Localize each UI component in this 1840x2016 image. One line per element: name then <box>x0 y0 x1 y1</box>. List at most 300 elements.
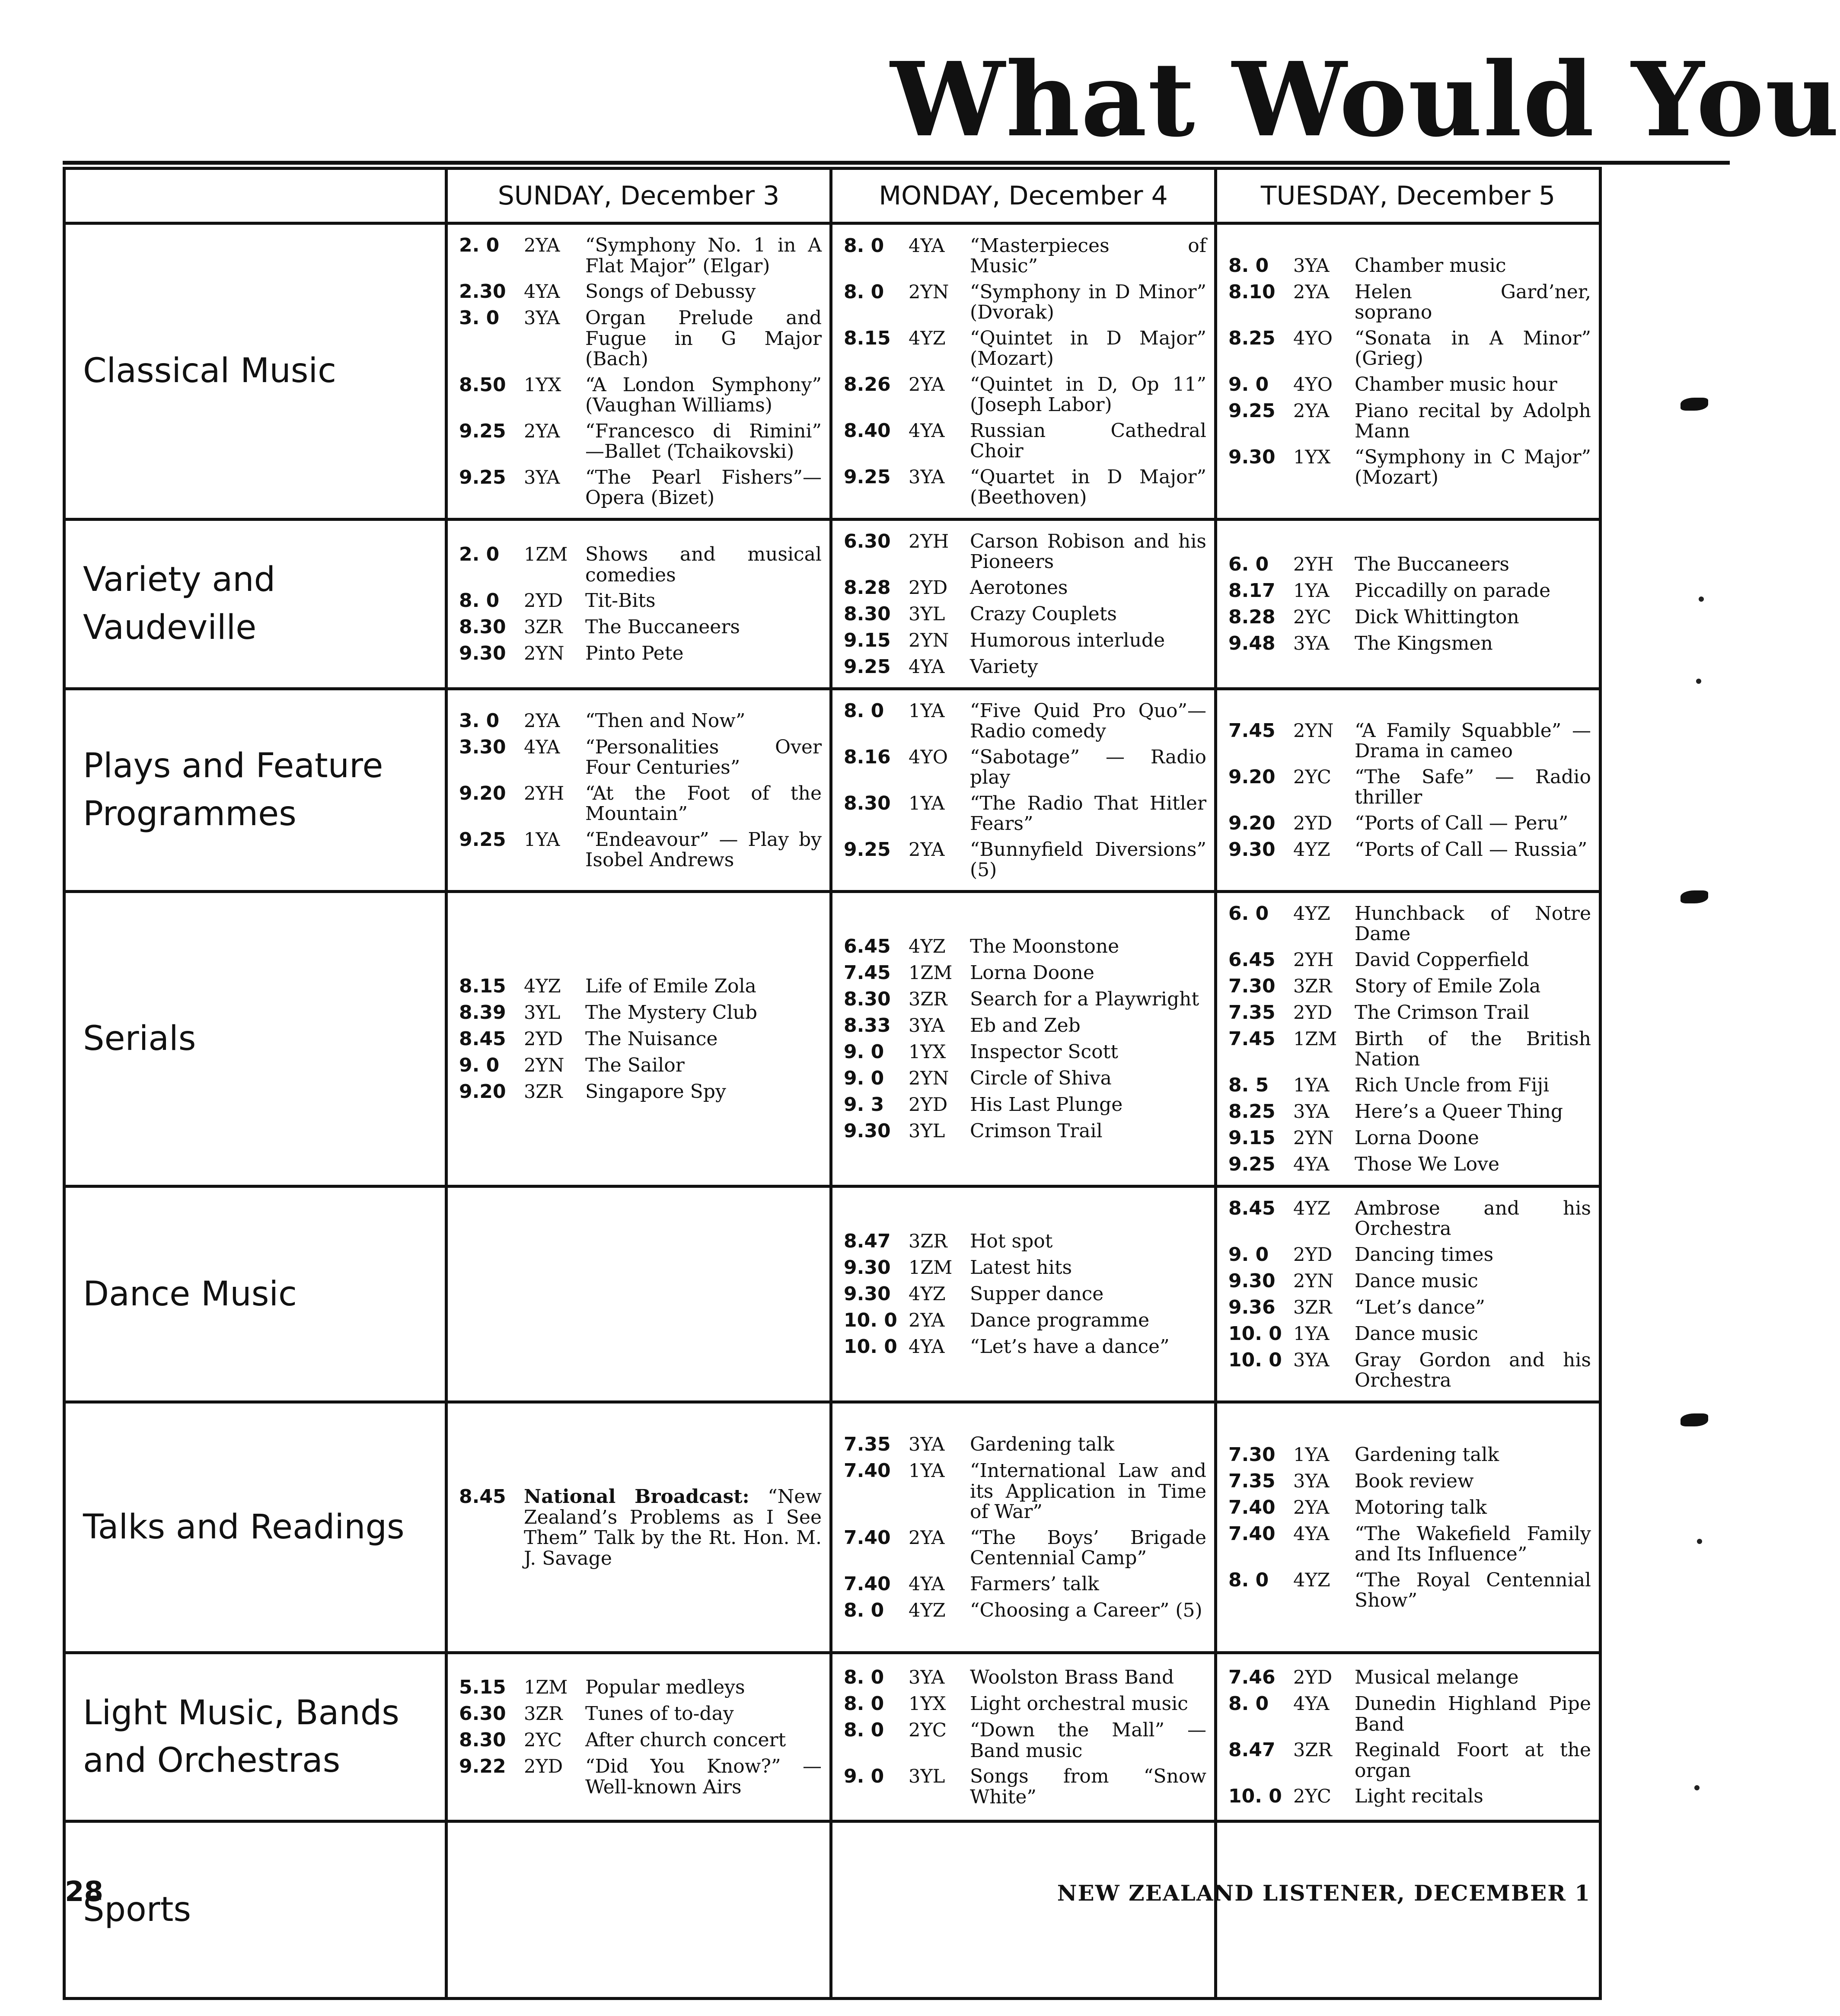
program-description: “Bunnyfield Diversions” (5) <box>970 838 1206 881</box>
schedule-cell <box>831 223 1216 520</box>
program-entry <box>1228 327 1594 369</box>
program-time: 8. 0 <box>844 1666 884 1689</box>
program-station: 3YA <box>909 1434 945 1456</box>
program-description: “The Royal Centennial Show” <box>1355 1569 1591 1612</box>
program-entry <box>1228 1153 1594 1175</box>
program-entry <box>1228 553 1594 575</box>
program-entry <box>844 792 1209 834</box>
program-description: Story of Emile Zola <box>1355 975 1541 997</box>
program-description: After church concert <box>585 1729 786 1751</box>
program-time: 9.48 <box>1228 632 1276 655</box>
program-title: “New Zealand’s Problems as I See Them” Talk by the Rt. Hon. M. J. Savage <box>524 1486 822 1569</box>
program-entry <box>1228 1323 1594 1345</box>
program-station: 1ZM <box>524 1677 568 1699</box>
program-station: 4YZ <box>909 327 946 349</box>
program-entry <box>1228 949 1594 971</box>
program-station: 3ZR <box>524 1081 563 1103</box>
program-time: 8. 0 <box>844 699 884 722</box>
program-time: 7.35 <box>1228 1470 1276 1492</box>
program-station: 2YA <box>909 839 945 861</box>
program-station: 3YL <box>909 603 945 625</box>
margin-mark <box>1681 890 1708 903</box>
category-row <box>64 519 1601 689</box>
program-time: 7.40 <box>1228 1522 1276 1545</box>
program-entry <box>844 1120 1209 1142</box>
program-description: Dance music <box>1355 1270 1478 1292</box>
program-entry <box>844 629 1209 651</box>
program-station: 4YA <box>524 281 560 303</box>
program-station: 4YZ <box>1293 839 1330 861</box>
program-description: “A London Symphony” (Vaughan Williams) <box>585 373 822 417</box>
program-description: Book review <box>1355 1470 1474 1492</box>
program-description: The Buccaneers <box>1355 553 1509 576</box>
program-time: 7.46 <box>1228 1666 1276 1689</box>
program-entry <box>459 975 824 997</box>
category-row <box>64 689 1601 891</box>
program-description: Supper dance <box>970 1283 1104 1305</box>
program-station: 2YD <box>524 1756 563 1778</box>
program-description: “The Radio That Hitler Fears” <box>970 792 1206 835</box>
program-time: 7.35 <box>844 1433 891 1456</box>
program-entry <box>844 1693 1209 1715</box>
program-entry <box>459 281 824 303</box>
program-station: 4YO <box>909 746 948 768</box>
program-time: 9.15 <box>1228 1126 1276 1149</box>
schedule-cell <box>831 1402 1216 1652</box>
program-time: 9.30 <box>1228 838 1276 861</box>
program-time: 7.40 <box>844 1526 891 1549</box>
program-time: 9.15 <box>844 629 891 651</box>
program-entry <box>1228 1496 1594 1518</box>
program-time: 9.30 <box>844 1257 891 1279</box>
program-station: 3ZR <box>909 989 947 1011</box>
program-time: 2.30 <box>459 281 506 303</box>
program-time: 7.40 <box>1228 1496 1276 1518</box>
program-time: 9.25 <box>844 466 891 488</box>
program-entry <box>844 1041 1209 1063</box>
program-entry <box>1228 1693 1594 1735</box>
program-description: Songs from “Snow White” <box>970 1765 1206 1808</box>
program-entry <box>1228 1127 1594 1149</box>
category-label: Variety and Vaudeville <box>64 519 446 689</box>
program-station: 4YA <box>1293 1693 1330 1715</box>
program-station: 3ZR <box>909 1231 947 1253</box>
program-description: Organ Prelude and Fugue in G Major (Bach) <box>585 307 822 370</box>
program-station: 1YA <box>1293 1444 1330 1466</box>
program-station: 3ZR <box>1293 975 1332 997</box>
program-time: 9. 0 <box>1228 1243 1269 1266</box>
program-time: 7.45 <box>1228 719 1276 742</box>
program-entry <box>1228 281 1594 323</box>
program-time: 7.30 <box>1228 975 1276 997</box>
program-station: 3ZR <box>524 1703 563 1725</box>
program-description: Aerotones <box>970 576 1068 599</box>
schedule-cell <box>831 1186 1216 1402</box>
program-description: Dick Whittington <box>1355 606 1519 628</box>
program-entry <box>459 642 824 664</box>
program-description: Ambrose and his Orchestra <box>1355 1197 1591 1240</box>
program-station: 3YA <box>909 1015 945 1037</box>
program-station: 2YC <box>524 1729 562 1751</box>
program-entry <box>844 962 1209 984</box>
program-entry <box>844 603 1209 625</box>
program-description: Chamber music hour <box>1355 373 1557 396</box>
program-time: 8.47 <box>1228 1739 1276 1761</box>
program-station: 1YA <box>1293 1323 1330 1345</box>
program-description: “Choosing a Career” (5) <box>970 1599 1202 1621</box>
program-entry <box>459 420 824 462</box>
program-description: “The Boys’ Brigade Centennial Camp” <box>970 1526 1206 1569</box>
program-entry <box>844 1573 1209 1595</box>
program-description: “Quintet in D, Op 11” (Joseph Labor) <box>970 373 1206 416</box>
program-entry <box>1228 400 1594 442</box>
program-entry <box>1228 766 1594 808</box>
program-description: Crimson Trail <box>970 1120 1103 1142</box>
program-description: Latest hits <box>970 1257 1072 1279</box>
program-entry <box>459 1729 824 1751</box>
program-description: His Last Plunge <box>970 1094 1123 1116</box>
program-station: 3ZR <box>524 616 563 638</box>
program-description: Humorous interlude <box>970 629 1165 651</box>
program-description: “Personalities Over Four Centuries” <box>585 736 822 779</box>
program-time: 9.30 <box>1228 446 1276 468</box>
program-entry <box>844 1527 1209 1569</box>
program-station: 3YA <box>909 1667 945 1689</box>
program-station: 3YL <box>524 1002 561 1024</box>
program-station: 2YH <box>909 530 949 552</box>
program-description: “Sonata in A Minor” (Grieg) <box>1355 327 1591 370</box>
program-time: 9. 0 <box>844 1765 884 1788</box>
program-entry <box>844 466 1209 508</box>
program-description: The Sailor <box>585 1054 685 1076</box>
program-time: 8. 5 <box>1228 1074 1269 1096</box>
program-entry <box>844 1460 1209 1522</box>
page-number: 28 <box>65 1876 104 1908</box>
day-header-monday: MONDAY, December 4 <box>831 169 1216 223</box>
program-station: 4YA <box>909 1336 945 1358</box>
program-description: Dunedin Highland Pipe Band <box>1355 1693 1591 1735</box>
margin-mark <box>1681 398 1708 411</box>
program-station: 2YA <box>909 373 945 396</box>
program-entry <box>844 577 1209 599</box>
program-entry <box>844 935 1209 957</box>
program-station: 1YA <box>909 792 945 814</box>
program-time: 7.40 <box>844 1460 891 1482</box>
program-time: 8. 0 <box>1228 1569 1269 1591</box>
program-description: “A Family Squabble” —Drama in cameo <box>1355 719 1591 762</box>
program-station: 2YN <box>1293 720 1334 742</box>
program-entry <box>1228 1739 1594 1781</box>
schedule-cell <box>446 1821 831 1998</box>
program-station: 4YZ <box>1293 1569 1330 1591</box>
program-station: 1YX <box>1293 446 1331 468</box>
program-time: 9.20 <box>459 782 506 804</box>
program-entry <box>844 1599 1209 1621</box>
program-entry <box>844 656 1209 678</box>
program-station: 2YD <box>524 1028 563 1050</box>
program-description: “Francesco di Rimini” —Ballet (Tchaikovski) <box>585 420 822 463</box>
program-time: 8.39 <box>459 1001 506 1024</box>
program-station: 2YD <box>909 1094 948 1116</box>
category-row <box>64 1821 1601 1998</box>
program-description: “Let’s have a dance” <box>970 1336 1170 1358</box>
program-description: “Symphony No. 1 in A Flat Major” (Elgar) <box>585 234 822 277</box>
program-description: Motoring talk <box>1355 1496 1487 1518</box>
program-time: 9.36 <box>1228 1296 1276 1318</box>
program-station: 3YA <box>1293 633 1330 655</box>
schedule-cell <box>831 519 1216 689</box>
category-label: Plays and Feature Programmes <box>64 689 446 891</box>
program-time: 2. 0 <box>459 234 500 256</box>
program-station: 2YA <box>909 1310 945 1332</box>
program-station: 1ZM <box>909 1257 953 1279</box>
program-entry <box>1228 632 1594 654</box>
program-description: Hunchback of Notre Dame <box>1355 902 1591 945</box>
program-entry <box>1228 255 1594 277</box>
program-description: “Ports of Call — Peru” <box>1355 812 1569 834</box>
program-station: 4YA <box>909 1573 945 1595</box>
program-description: Dance programme <box>970 1309 1150 1332</box>
program-station: 4YA <box>909 420 945 442</box>
program-station: 2YH <box>1293 554 1334 576</box>
program-station: 2YC <box>1293 606 1331 628</box>
program-description: “Ports of Call — Russia” <box>1355 838 1588 861</box>
title-rule <box>63 161 1730 165</box>
program-time: 8. 0 <box>844 281 884 303</box>
program-station: 1YX <box>524 374 561 396</box>
program-station: 4YZ <box>1293 1197 1330 1219</box>
program-station: 2YN <box>1293 1270 1334 1292</box>
program-description: Eb and Zeb <box>970 1014 1081 1037</box>
program-station: 2YD <box>909 577 948 599</box>
program-time: 8. 0 <box>844 1719 884 1742</box>
program-station: 2YN <box>524 1054 564 1076</box>
program-description: Gardening talk <box>970 1433 1115 1456</box>
schedule-cell <box>446 223 831 520</box>
program-time: 10. 0 <box>844 1309 897 1332</box>
footer-publication: NEW ZEALAND LISTENER, DECEMBER 1 <box>1057 1880 1591 1906</box>
program-entry <box>1228 1470 1594 1492</box>
program-time: 3. 0 <box>459 709 500 732</box>
margin-speck <box>1694 1785 1700 1790</box>
program-description: “The Safe” — Radio thriller <box>1355 766 1591 809</box>
program-time: 2. 0 <box>459 543 500 566</box>
program-description: The Mystery Club <box>585 1001 758 1024</box>
program-description: Lorna Doone <box>1355 1126 1479 1149</box>
program-station: 2YA <box>1293 400 1330 422</box>
program-station: 1YA <box>909 1460 945 1482</box>
program-time: 9.25 <box>844 838 891 861</box>
program-station: 2YD <box>1293 1244 1333 1266</box>
program-entry <box>844 235 1209 277</box>
program-station: National Broadcast: <box>524 1486 749 1508</box>
program-time: 8.30 <box>844 603 891 625</box>
program-description: Inspector Scott <box>970 1041 1118 1063</box>
program-description: Here’s a Queer Thing <box>1355 1100 1563 1123</box>
program-time: 8.45 <box>459 1486 506 1508</box>
program-station: 4YZ <box>909 1599 946 1621</box>
program-station: 4YZ <box>524 975 561 997</box>
category-label: Serials <box>64 891 446 1186</box>
schedule-cell <box>1216 1821 1601 1998</box>
program-station: 2YN <box>909 1068 949 1090</box>
program-station: 3YL <box>909 1766 945 1788</box>
program-entry <box>844 1719 1209 1761</box>
program-entry <box>459 829 824 871</box>
program-time: 9.20 <box>459 1080 506 1103</box>
program-time: 8.15 <box>844 327 891 349</box>
program-time: 3.30 <box>459 736 506 758</box>
program-description: Songs of Debussy <box>585 281 756 303</box>
program-time: 8.28 <box>844 576 891 599</box>
program-description: “The Pearl Fishers”— Opera (Bizet) <box>585 466 822 509</box>
program-time: 9.30 <box>459 642 506 665</box>
program-station: 1YA <box>1293 580 1330 602</box>
schedule-cell <box>446 1652 831 1821</box>
program-entry <box>844 1230 1209 1252</box>
program-entry <box>1228 446 1594 488</box>
program-description: “Then and Now” <box>585 709 746 732</box>
program-entry <box>844 327 1209 369</box>
schedule-cell <box>831 689 1216 891</box>
program-description: Those We Love <box>1355 1153 1500 1175</box>
program-entry <box>844 1067 1209 1089</box>
program-description: Birth of the British Nation <box>1355 1027 1591 1071</box>
program-time: 9.25 <box>1228 1153 1276 1175</box>
program-station: 2YD <box>524 590 563 612</box>
program-station: 3YA <box>1293 1349 1330 1371</box>
program-description: Carson Robison and his Pioneers <box>970 530 1206 573</box>
category-label: Dance Music <box>64 1186 446 1402</box>
program-description: Popular medleys <box>585 1676 745 1699</box>
program-time: 10. 0 <box>844 1336 897 1358</box>
program-entry <box>844 373 1209 415</box>
program-entry <box>1228 812 1594 834</box>
program-station: 2YD <box>1293 812 1333 834</box>
category-label: Light Music, Bands and Orchestras <box>64 1652 446 1821</box>
program-time: 10. 0 <box>1228 1785 1282 1808</box>
program-entry <box>1228 1270 1594 1292</box>
program-entry <box>459 616 824 638</box>
program-time: 9. 0 <box>844 1067 884 1090</box>
program-description: Musical melange <box>1355 1666 1519 1689</box>
schedule-cell <box>1216 1402 1601 1652</box>
program-entry <box>1228 1444 1594 1466</box>
program-description: Dancing times <box>1355 1243 1494 1266</box>
schedule-cell <box>446 891 831 1186</box>
program-entry <box>459 590 824 612</box>
program-description: Reginald Foort at the organ <box>1355 1739 1591 1782</box>
program-entry <box>459 466 824 508</box>
program-description: “At the Foot of the Mountain” <box>585 782 822 825</box>
program-time: 5.15 <box>459 1676 506 1699</box>
program-time: 7.45 <box>844 962 891 984</box>
program-time: 8.16 <box>844 746 891 768</box>
program-entry <box>1228 1666 1594 1688</box>
category-label: Classical Music <box>64 223 446 520</box>
program-station: 2YA <box>524 420 560 442</box>
program-entry <box>1228 839 1594 861</box>
program-station: 4YO <box>1293 373 1333 396</box>
program-description: “Did You Know?” — Well-known Airs <box>585 1755 822 1798</box>
program-time: 9.20 <box>1228 812 1276 834</box>
program-description: “Symphony in C Major” (Mozart) <box>1355 446 1591 489</box>
program-description: Hot spot <box>970 1230 1053 1253</box>
program-time: 6.30 <box>459 1703 506 1725</box>
program-entry <box>1228 1349 1594 1391</box>
program-description: Chamber music <box>1355 254 1506 277</box>
program-description: “Down the Mall” — Band music <box>970 1719 1206 1762</box>
day-header-sunday: SUNDAY, December 3 <box>446 169 831 223</box>
program-station: 1ZM <box>1293 1028 1337 1050</box>
program-entry <box>844 1336 1209 1358</box>
program-station: 4YZ <box>1293 903 1330 925</box>
program-time: 8.15 <box>459 975 506 997</box>
program-time: 8. 0 <box>1228 1693 1269 1715</box>
program-time: 9.25 <box>459 420 506 442</box>
category-row <box>64 1652 1601 1821</box>
program-entry <box>459 374 824 416</box>
program-station: 1YA <box>909 700 945 722</box>
program-description: “Quartet in D Major” (Beethoven) <box>970 466 1206 509</box>
program-description: Lorna Doone <box>970 962 1094 984</box>
program-time: 7.30 <box>1228 1443 1276 1466</box>
program-time: 8. 0 <box>1228 254 1269 277</box>
program-station: 1ZM <box>909 962 953 984</box>
program-time: 9.25 <box>1228 399 1276 422</box>
schedule-cell <box>1216 891 1601 1186</box>
schedule-cell <box>1216 689 1601 891</box>
program-time: 9. 0 <box>459 1054 500 1076</box>
program-entry <box>459 1676 824 1698</box>
program-time: 8.26 <box>844 373 891 396</box>
program-station: 3YA <box>909 466 945 488</box>
program-time: 7.40 <box>844 1573 891 1595</box>
category-label: Talks and Readings <box>64 1402 446 1652</box>
program-entry <box>844 746 1209 788</box>
program-entry <box>844 420 1209 462</box>
program-time: 6. 0 <box>1228 902 1269 925</box>
program-time: 6.45 <box>1228 948 1276 971</box>
program-time: 8. 0 <box>844 1693 884 1715</box>
program-station: 2YA <box>1293 1496 1330 1518</box>
program-station: 4YA <box>909 235 945 257</box>
program-station: 2YA <box>1293 281 1330 303</box>
program-entry <box>459 1703 824 1725</box>
program-station: 2YN <box>524 643 564 665</box>
program-time: 8.30 <box>844 988 891 1011</box>
program-entry <box>1228 720 1594 762</box>
program-time: 8.45 <box>459 1027 506 1050</box>
program-time: 9. 0 <box>1228 373 1269 396</box>
program-description: The Moonstone <box>970 935 1119 958</box>
program-station: 2YN <box>1293 1127 1334 1149</box>
program-station: 2YN <box>909 629 949 651</box>
program-description: Rich Uncle from Fiji <box>1355 1074 1550 1096</box>
program-description: “Quintet in D Major” (Mozart) <box>970 327 1206 370</box>
program-entry <box>844 281 1209 323</box>
program-time: 7.45 <box>1228 1027 1276 1050</box>
program-station: 3YA <box>524 307 560 329</box>
schedule-cell <box>831 1652 1216 1821</box>
program-station: 3YA <box>1293 1470 1330 1492</box>
program-time: 8.10 <box>1228 281 1276 303</box>
program-station: 1YX <box>909 1693 946 1715</box>
program-time: 6. 0 <box>1228 553 1269 576</box>
program-station: 2YD <box>1293 1667 1333 1689</box>
program-station: 3YA <box>524 466 560 488</box>
program-entry <box>1228 903 1594 944</box>
